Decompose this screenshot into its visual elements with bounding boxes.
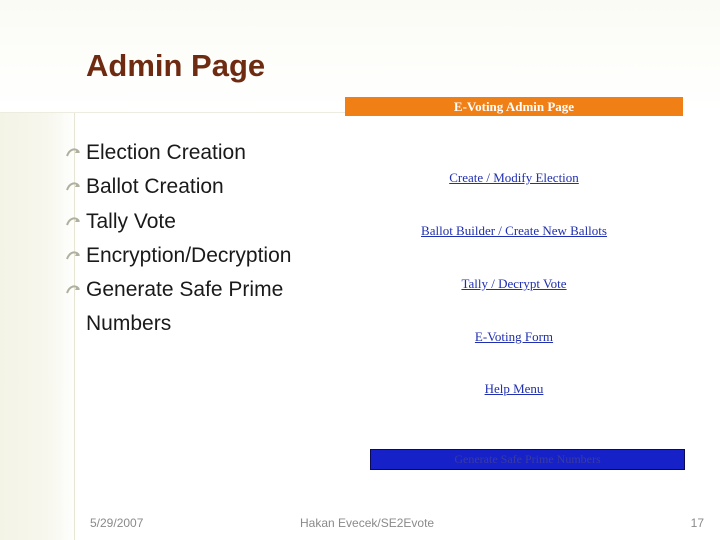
bullet-item	[62, 205, 342, 239]
bullet-text: Encryption/Decryption	[86, 243, 292, 267]
bullet-text: Ballot Creation	[86, 175, 224, 199]
bullet-item	[62, 239, 342, 273]
footer-author: Hakan Evecek/SE2Evote	[300, 516, 435, 530]
curved-arrow-bullet-icon	[65, 283, 81, 297]
curved-arrow-bullet-icon	[65, 146, 81, 160]
bullet-text: Tally Vote	[86, 209, 176, 233]
bullet-item	[62, 273, 342, 342]
admin-page-header: E-Voting Admin Page	[345, 97, 683, 116]
admin-page-screenshot	[345, 97, 683, 471]
title-divider	[0, 112, 345, 113]
create-modify-election-link[interactable]: Create / Modify Election	[449, 170, 579, 185]
curved-arrow-bullet-icon	[65, 180, 81, 194]
generate-safe-prime-button[interactable]: Generate Safe Prime Numbers	[370, 449, 685, 470]
bullet-list	[62, 136, 342, 342]
curved-arrow-bullet-icon	[65, 215, 81, 229]
footer-page-number: 17	[690, 516, 704, 530]
e-voting-form-link[interactable]: E-Voting Form	[474, 329, 554, 344]
curved-arrow-bullet-icon	[65, 249, 81, 263]
bullet-item	[62, 170, 342, 204]
help-menu-link[interactable]: Help Menu	[484, 381, 544, 396]
slide-title: Admin Page	[86, 48, 266, 83]
bullet-text: Election Creation	[86, 141, 246, 164]
bullet-text: Generate Safe Prime Numbers	[86, 278, 284, 336]
footer-date: 5/29/2007	[90, 516, 144, 530]
ballot-builder-link[interactable]: Ballot Builder / Create New Ballots	[421, 223, 607, 238]
tally-decrypt-vote-link[interactable]: Tally / Decrypt Vote	[461, 276, 567, 291]
bullet-item	[62, 136, 342, 170]
